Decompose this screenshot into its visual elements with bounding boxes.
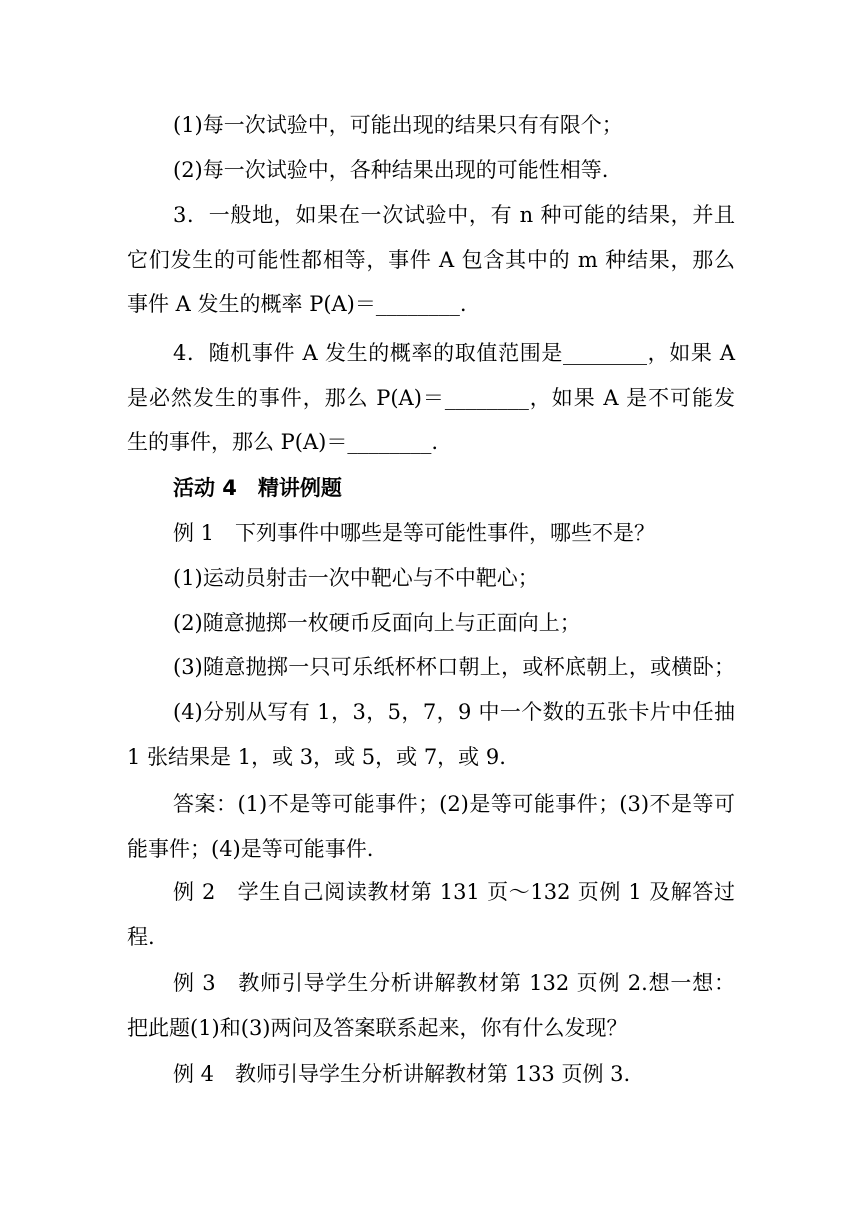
condition-1: [127, 103, 735, 148]
text-line: 1 张结果是 1，或 3，或 5，或 7，或 9.: [127, 744, 506, 769]
text-line: 3．一般地，如果在一次试验中，有 n 种可能的结果，并且: [173, 203, 735, 227]
example-1-option-3: [127, 645, 735, 690]
text-line: (1)运动员射击一次中靶心与不中靶心；: [173, 566, 539, 590]
example-2: [127, 870, 735, 959]
text-line: 事件 A 发生的概率 P(A)＝________.: [127, 292, 467, 316]
example-1-option-2: [127, 601, 735, 646]
item-4-range: [127, 331, 735, 465]
example-1-question: [127, 511, 735, 556]
activity-4-heading: [127, 466, 735, 511]
example-3: [127, 961, 735, 1050]
text-line: 例 3 教师引导学生分析讲解教材第 132 页例 2.想一想：: [173, 971, 735, 995]
text-line: 程.: [127, 924, 155, 949]
text-line: 答案：(1)不是等可能事件；(2)是等可能事件；(3)不是等可: [173, 792, 735, 816]
text-line: 例 4 教师引导学生分析讲解教材第 133 页例 3.: [173, 1062, 631, 1086]
item-3-definition: [127, 193, 735, 327]
text-line: (4)分别从写有 1，3，5，7，9 中一个数的五张卡片中任抽: [173, 700, 735, 724]
example-1-option-4: [127, 690, 735, 779]
example-1-answer: [127, 782, 735, 871]
text-line: 把此题(1)和(3)两问及答案联系起来，你有什么发现？: [127, 1015, 628, 1040]
text-line: 例 1 下列事件中哪些是等可能性事件，哪些不是？: [173, 521, 656, 545]
text-line: (2)每一次试验中，各种结果出现的可能性相等.: [173, 158, 609, 182]
condition-2: [127, 148, 735, 193]
text-line: (3)随意抛掷一只可乐纸杯杯口朝上，或杯底朝上，或横卧；: [173, 655, 735, 679]
example-1-option-1: [127, 556, 735, 601]
text-line: 它们发生的可能性都相等，事件 A 包含其中的 m 种结果，那么: [127, 247, 735, 272]
text-line: 是必然发生的事件，那么 P(A)＝________，如果 A 是不可能发: [127, 385, 735, 410]
text-line: 能事件；(4)是等可能事件.: [127, 836, 374, 861]
example-4: [127, 1052, 735, 1097]
section-heading: 活动 4 精讲例题: [173, 476, 342, 500]
text-line: (1)每一次试验中，可能出现的结果只有有限个；: [173, 113, 623, 137]
text-line: (2)随意抛掷一枚硬币反面向上与正面向上；: [173, 611, 581, 635]
text-line: 生的事件，那么 P(A)＝________.: [127, 430, 439, 454]
text-line: 例 2 学生自己阅读教材第 131 页～132 页例 1 及解答过: [173, 880, 735, 904]
text-line: 4．随机事件 A 发生的概率的取值范围是________，如果 A: [173, 341, 735, 365]
